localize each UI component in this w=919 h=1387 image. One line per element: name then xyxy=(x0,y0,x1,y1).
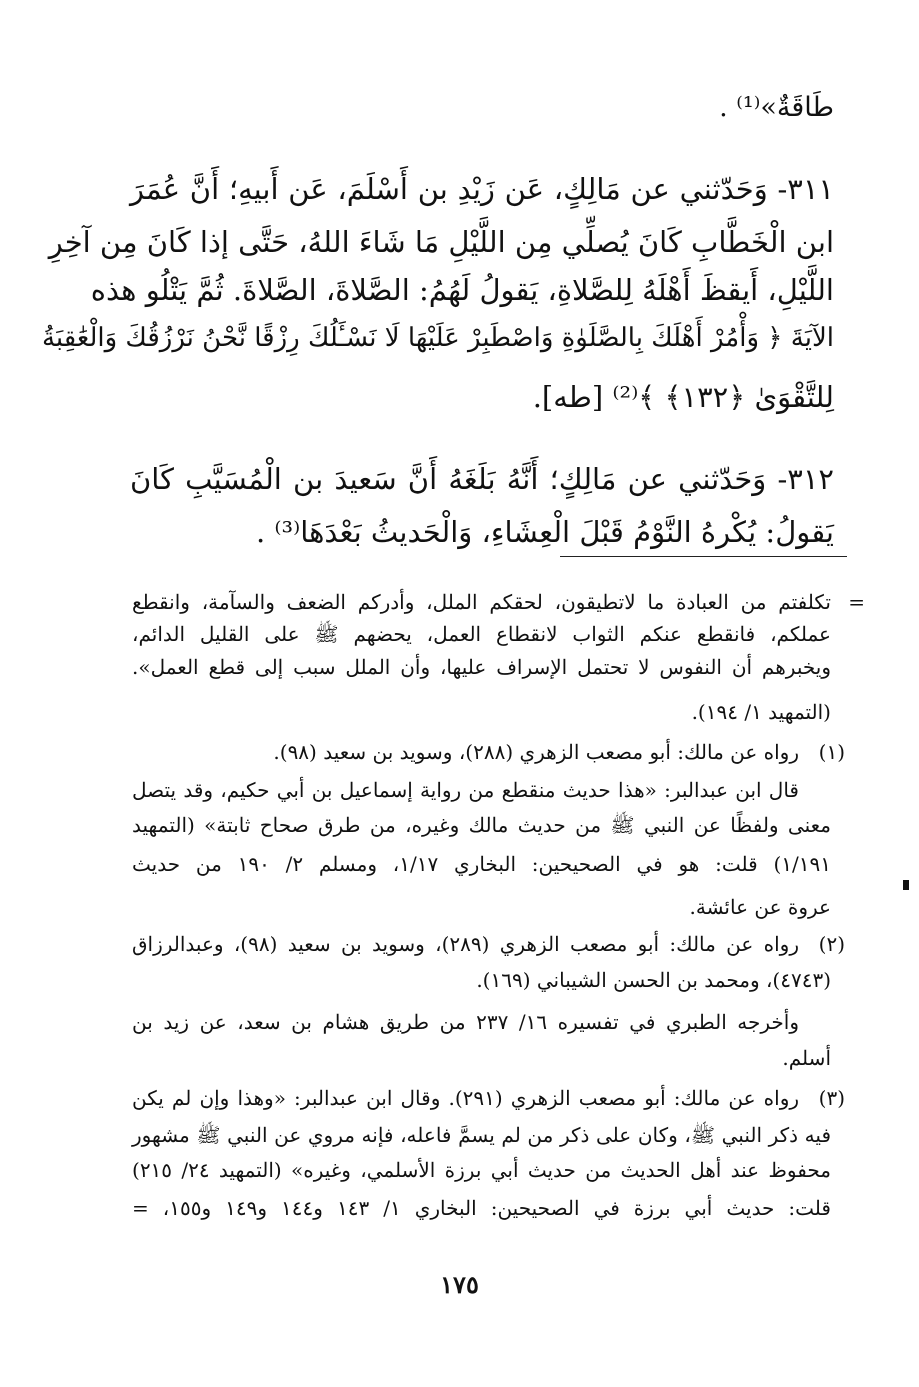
hadith-311-line-3: اللَّيْلِ، أَيقظَ أَهْلَهُ لِلصَّلاةِ، يَقولُ لَهُمُ: الصَّلاةَ، الصَّلاةَ. ثُمَّ يَتْلُو هذه xyxy=(90,273,834,307)
header-continuation-line: طَاقَةٌ»⁽¹⁾ . xyxy=(719,92,834,123)
footnote-1-sub-3: ١/١٩١) قلت: هو في الصحيحين: البخاري ١/١٧، ومسلم ٢/ ١٩٠ من حديث xyxy=(132,852,831,876)
footnote-continued-line-3: ويخبرهم أن النفوس لا تحتمل الإسراف عليها، وأن الملل سبب إلى قطع العمل». xyxy=(132,655,831,679)
footnote-2-line-2: (٤٧٤٣)، ومحمد بن الحسن الشيباني (١٦٩). xyxy=(476,968,831,992)
footnote-3-line-3: محفوظ عند أهل الحديث من حديث أبي برزة الأسلمي، وغيره» (التمهيد ٢٤/ ٢١٥) xyxy=(132,1158,832,1182)
footnote-continued-line-4: (التمهيد ١/ ١٩٤). xyxy=(691,700,831,724)
footnote-3-number: (٣) xyxy=(818,1086,845,1110)
footnote-2-number: (٢) xyxy=(818,932,845,956)
hadith-312-line-2: يَقولُ: يُكْرهُ النَّوْمُ قَبْلَ الْعِشَاءِ، وَالْحَديثُ بَعْدَهَا⁽³⁾ . xyxy=(255,515,834,549)
footnote-2-sub-2: أسلم. xyxy=(782,1046,831,1070)
hadith-311-line-1: ٣١١- وَحَدّثني عن مَالِكٍ، عَن زَيْدِ بن أَسْلَمَ، عَن أَبيهِ؛ أَنَّ عُمَرَ xyxy=(130,172,834,206)
footnote-2-sub-1: وأخرجه الطبري في تفسيره ١٦/ ٢٣٧ من طريق هشام بن سعد، عن زيد بن xyxy=(132,1010,799,1034)
footnote-3-line-4: قلت: حديث أبي برزة في الصحيحين: البخاري ١/ ١٤٣ و١٤٤ و١٤٩ و١٥٥، = xyxy=(132,1196,831,1220)
footnote-continued-line-1: تكلفتم من العبادة ما لاتطيقون، لحقكم الملل، وأدركم الضعف والسآمة، وانقطع xyxy=(132,590,831,614)
footnote-1-sub-4: عروة عن عائشة. xyxy=(689,895,831,919)
footnote-separator xyxy=(560,556,847,557)
footnote-1-sub-2: معنى ولفظًا عن النبي ﷺ من حديث مالك وغيره، من طرق صحاح ثابتة» (التمهيد xyxy=(132,813,831,837)
hadith-311-line-5: لِلتَّقْوَىٰ ﴿١٣٢﴾ ﴾⁽²⁾ [طه]. xyxy=(532,380,834,414)
page-number: ١٧٥ xyxy=(440,1270,479,1299)
footnote-1-number: (١) xyxy=(818,740,845,764)
footnote-1-sub-1: قال ابن عبدالبر: «هذا حديث منقطع من رواية إسماعيل بن أبي حكيم، وقد يتصل xyxy=(132,778,799,802)
hadith-312-line-1: ٣١٢- وَحَدّثني عن مَالِكٍ؛ أَنَّهُ بَلَغَهُ أَنَّ سَعيدَ بن الْمُسَيَّبِ كَانَ xyxy=(130,462,834,496)
footnote-3-line-1: رواه عن مالك: أبو مصعب الزهري (٢٩١). وقال ابن عبدالبر: «وهذا وإن لم يكن xyxy=(132,1086,800,1110)
hadith-311-line-4: الآيَةَ ﴿ وَأْمُرْ أَهْلَكَ بِالصَّلَوٰةِ وَاصْطَبِرْ عَلَيْهَا لَا نَسْـَٔلُكَ رِزْقًا نَّحْنُ نَرْزُقُكَ وَالْعَٰقِبَةُ xyxy=(41,323,834,353)
footnote-2-line-1: رواه عن مالك: أبو مصعب الزهري (٢٨٩)، وسويد بن سعيد (٩٨)، وعبدالرزاق xyxy=(132,932,799,956)
continuation-marker: = xyxy=(848,590,865,614)
footnote-1-line-1: رواه عن مالك: أبو مصعب الزهري (٢٨٨)، وسويد بن سعيد (٩٨). xyxy=(273,740,799,764)
footnote-continued-line-2: عملكم، فانقطع عنكم الثواب لانقطاع العمل، يحضهم ﷺ على القليل الدائم، xyxy=(132,622,831,646)
hadith-311-line-2: ابن الْخَطَّابِ كَانَ يُصلِّي مِن اللَّيْلِ مَا شَاءَ اللهُ، حَتَّى إذا كَانَ مِن آخِرِ xyxy=(48,225,834,259)
footnote-3-line-2: فيه ذكر النبي ﷺ، وكان على ذكر من لم يسمَّ فاعله، فإنه مروي عن النبي ﷺ مشهور xyxy=(132,1123,831,1147)
scan-mark xyxy=(903,880,909,890)
